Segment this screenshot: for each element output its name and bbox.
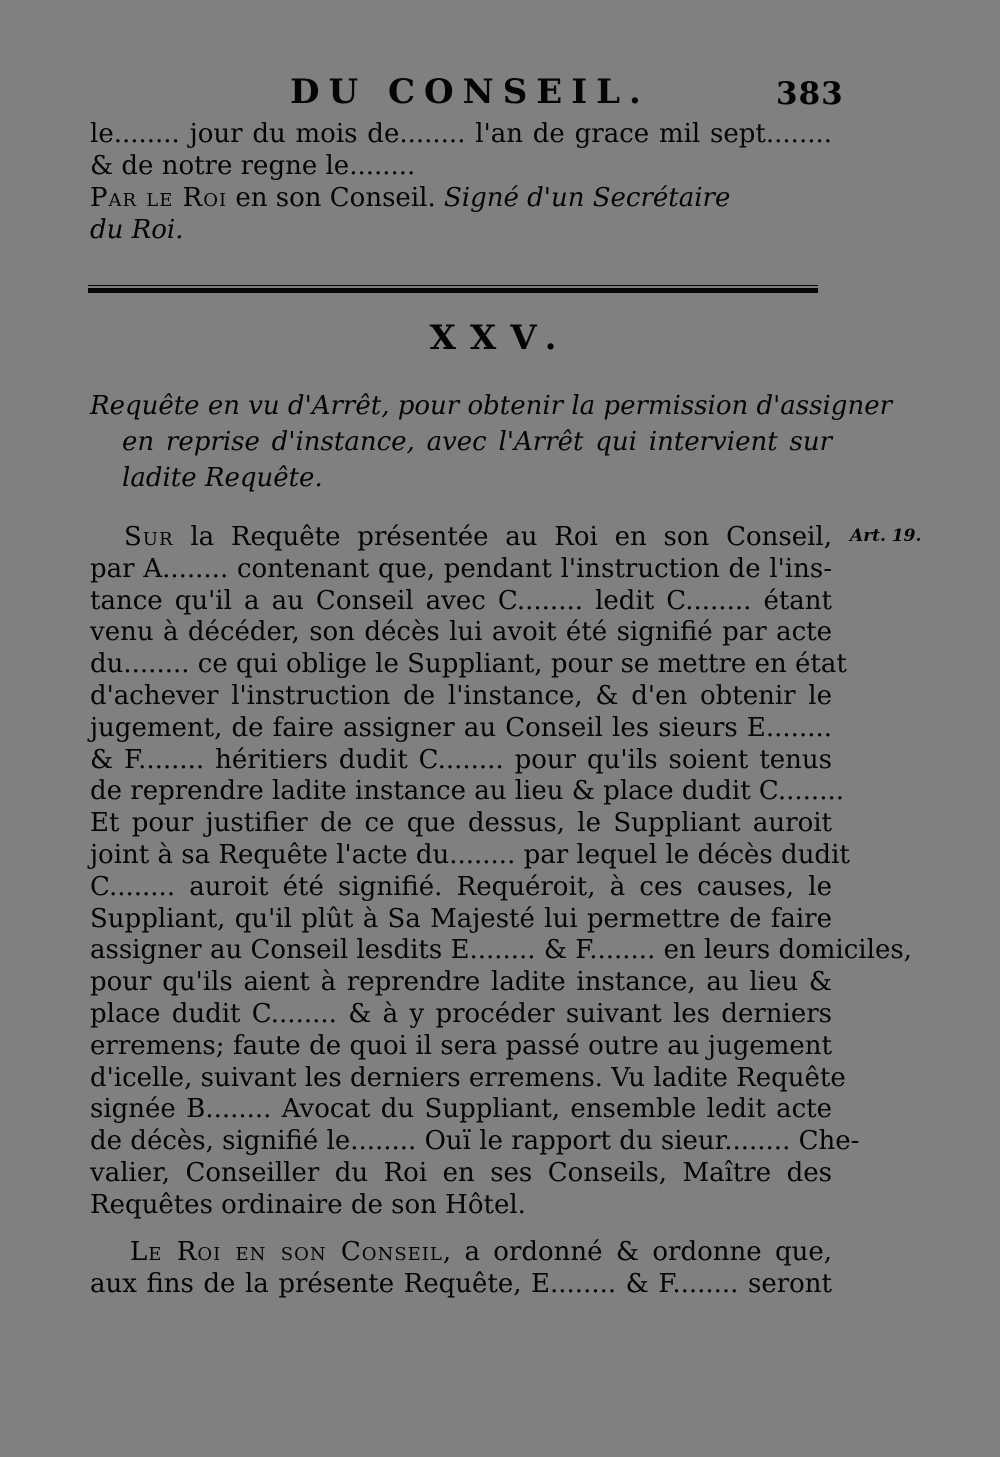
paragraph-line: pour qu'ils aient à reprendre ladite instance, au lieu & (90, 967, 832, 998)
section-caption (90, 388, 893, 496)
page-number: 383 (776, 76, 844, 112)
paragraph-line: Suppliant, qu'il plût à Sa Majesté lui permettre de faire (90, 903, 832, 934)
paragraph-line: d'icelle, suivant les derniers erremens. Vu ladite Requête (90, 1062, 846, 1093)
paragraph-line (90, 1236, 832, 1268)
paragraph-line: de reprendre ladite instance au lieu & place dudit C........ (90, 776, 844, 807)
paragraph-line-text: la Requête présentée au Roi en son Conseil, (173, 522, 832, 552)
paragraph-line: signée B........ Avocat du Suppliant, ensemble ledit acte (90, 1094, 832, 1125)
paragraph-line: venu à décéder, son décès lui avoit été signifié par acte (90, 617, 832, 648)
paragraph-line (90, 522, 832, 554)
paragraph-line: valier, Conseiller du Roi en ses Conseils, Maître des (90, 1157, 832, 1188)
closing-signature: Signé d'un Secrétaire (443, 183, 731, 213)
lead-words: Le Roi en son Conseil (130, 1237, 443, 1267)
paragraph-line: Requêtes ordinaire de son Hôtel. (90, 1189, 526, 1220)
paragraph-line: joint à sa Requête l'acte du........ par lequel le décès dudit (90, 839, 850, 870)
paragraph-line: d'achever l'instruction de l'instance, & d'en obtenir le (90, 680, 832, 711)
paragraph-line: erremens; faute de quoi il sera passé outre au jugement (90, 1030, 832, 1061)
caption-line: en reprise d'instance, avec l'Arrêt qui intervient sur (122, 427, 832, 457)
paragraph-2 (90, 1236, 832, 1300)
paragraph-line-text: , a ordonné & ordonne que, (442, 1237, 832, 1267)
paragraph-line: jugement, de faire assigner au Conseil les sieurs E........ (90, 712, 832, 743)
marginal-note: Art. 19. (850, 526, 922, 546)
paragraph-line: assigner au Conseil lesdits E........ & F........ en leurs domiciles, (90, 935, 912, 966)
paragraph-line: tance qu'il a au Conseil avec C........ ledit C........ étant (90, 585, 832, 616)
running-title: DU CONSEIL. (290, 72, 650, 112)
closing-conseil: en son Conseil. (227, 183, 444, 213)
closing-line-1: le........ jour du mois de........ l'an de grace mil sept........ (90, 119, 832, 149)
par-le-roi: Par le Roi (90, 183, 228, 213)
paragraph-line: C........ auroit été signifié. Requéroit, à ces causes, le (90, 871, 832, 902)
section-number: XXV. (429, 318, 571, 358)
paragraph-line: aux fins de la présente Requête, E........ & F........ seront (90, 1269, 832, 1299)
paragraph-line: de décès, signifié le........ Ouï le rapport du sieur........ Che- (90, 1126, 860, 1157)
caption-line: ladite Requête. (122, 463, 323, 493)
section-rule-thin (88, 285, 818, 286)
paragraph-line: par A........ contenant que, pendant l'instruction de l'ins- (90, 553, 832, 584)
paragraph-line: & F........ héritiers dudit C........ pour qu'ils soient tenus (90, 744, 832, 775)
previous-form-closing (90, 118, 832, 246)
closing-line-4: du Roi. (90, 215, 184, 245)
lead-word: Sur (124, 522, 174, 552)
paragraph-line: du........ ce qui oblige le Suppliant, pour se mettre en état (90, 649, 847, 680)
paragraph-line: Et pour justifier de ce que dessus, le Suppliant auroit (90, 808, 832, 839)
closing-line-3 (90, 182, 832, 214)
caption-line: Requête en vu d'Arrêt, pour obtenir la permission d'assigner (90, 391, 893, 421)
section-rule (88, 288, 818, 293)
paragraph-line: place dudit C........ & à y procéder suivant les derniers (90, 998, 832, 1029)
closing-line-2: & de notre regne le........ (90, 151, 416, 181)
